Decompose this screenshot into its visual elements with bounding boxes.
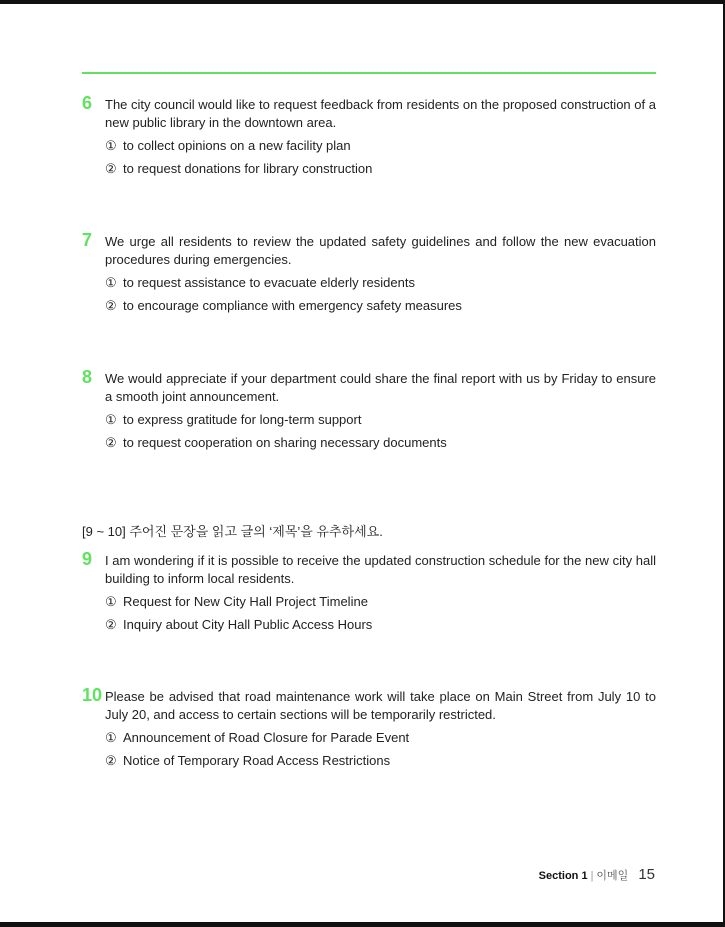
option-1[interactable] <box>105 729 656 747</box>
option-text: Announcement of Road Closure for Parade Event <box>123 730 410 745</box>
option-text: to request cooperation on sharing necessary documents <box>123 435 447 450</box>
option-2[interactable] <box>105 752 656 770</box>
option-text: Notice of Temporary Road Access Restrictions <box>123 753 391 768</box>
option-2[interactable] <box>105 616 656 634</box>
option-text: Request for New City Hall Project Timeline <box>123 594 368 609</box>
option-text: Inquiry about City Hall Public Access Hours <box>123 617 373 632</box>
question-9 <box>82 549 656 634</box>
question-text: We urge all residents to review the updated safety guidelines and follow the new evacuation procedures during emergencies. <box>105 234 656 267</box>
option-1[interactable] <box>105 411 656 429</box>
option-text: to express gratitude for long-term support <box>123 412 362 427</box>
question-number: 9 <box>82 549 93 569</box>
footer-separator: | <box>590 870 594 882</box>
option-2[interactable] <box>105 297 656 315</box>
page-number: 15 <box>638 866 655 883</box>
option-mark: ① <box>105 412 117 427</box>
question-number: 10 <box>82 685 103 705</box>
option-mark: ① <box>105 138 117 153</box>
option-mark: ② <box>105 161 117 176</box>
bottom-border <box>0 922 725 927</box>
option-text: to encourage compliance with emergency safety measures <box>123 298 462 313</box>
option-mark: ② <box>105 435 117 450</box>
option-mark: ① <box>105 730 117 745</box>
option-text: to request donations for library construction <box>123 161 373 176</box>
option-1[interactable] <box>105 137 656 155</box>
option-mark: ② <box>105 753 117 768</box>
option-1[interactable] <box>105 593 656 611</box>
question-8 <box>82 367 656 452</box>
option-mark: ① <box>105 275 117 290</box>
question-text: The city council would like to request feedback from residents on the proposed construction of a new public library in the downtown area. <box>105 97 656 130</box>
option-mark: ② <box>105 298 117 313</box>
question-10 <box>82 685 656 770</box>
option-mark: ② <box>105 617 117 632</box>
page-footer <box>539 866 655 883</box>
question-number: 7 <box>82 230 93 250</box>
footer-section: Section 1 <box>538 870 588 882</box>
question-7 <box>82 230 656 315</box>
question-text: I am wondering if it is possible to receive the updated construction schedule for the new city hall building to inform local residents. <box>105 553 656 586</box>
footer-category: 이메일 <box>596 870 629 882</box>
question-text: We would appreciate if your department could share the final report with us by Friday to ensure a smooth joint announcement. <box>105 371 656 404</box>
question-text: Please be advised that road maintenance work will take place on Main Street from July 10 to July 20, and access to certain sections will be temporarily restricted. <box>105 689 656 722</box>
option-text: to collect opinions on a new facility plan <box>123 138 351 153</box>
option-1[interactable] <box>105 274 656 292</box>
top-border <box>0 0 725 4</box>
header-rule <box>82 72 656 74</box>
section-instruction: [9 ~ 10] 주어진 문장을 읽고 글의 ‘제목’을 유추하세요. <box>82 524 383 539</box>
option-mark: ① <box>105 594 117 609</box>
option-text: to request assistance to evacuate elderly residents <box>123 275 415 290</box>
question-6 <box>82 93 656 178</box>
question-number: 6 <box>82 93 93 113</box>
option-2[interactable] <box>105 160 656 178</box>
option-2[interactable] <box>105 434 656 452</box>
question-number: 8 <box>82 367 93 387</box>
